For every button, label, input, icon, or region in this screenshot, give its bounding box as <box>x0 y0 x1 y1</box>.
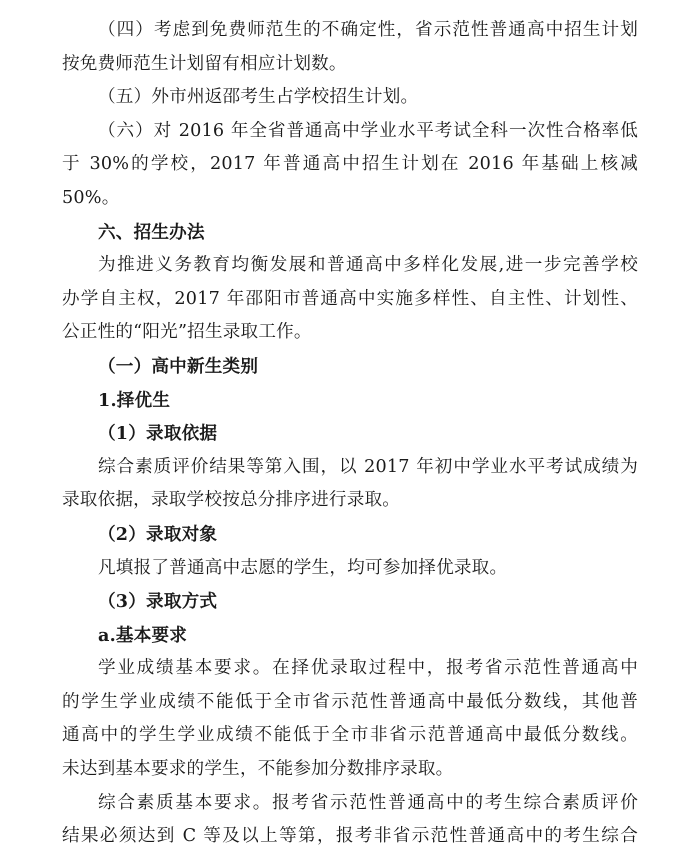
paragraph-line: 综合素质评价结果等第入围，以 2017 年初中学业水平考试成绩为 <box>98 456 638 477</box>
paragraph-line: 录取依据，录取学校按总分排序进行录取。 <box>62 490 401 511</box>
section-heading: （2）录取对象 <box>98 523 218 545</box>
paragraph-line: 结果必须达到 C 等及以上等第，报考非省示范性普通高中的考生综合 <box>62 826 638 847</box>
paragraph-line: （六）对 2016 年全省普通高中学业水平考试全科一次性合格率低 <box>98 120 638 141</box>
document-page <box>62 14 638 854</box>
paragraph-line: 通高中的学生学业成绩不能低于全市非省示范普通高中最低分数线。 <box>62 725 638 746</box>
section-heading: 六、招生办法 <box>98 221 205 243</box>
paragraph-line: （四）考虑到免费师范生的不确定性，省示范性普通高中招生计划 <box>98 20 638 40</box>
paragraph-line: 公正性的“阳光”招生录取工作。 <box>62 322 312 343</box>
paragraph-line: （五）外市州返邵考生占学校招生计划。 <box>98 87 419 108</box>
paragraph-line: 的学生学业成绩不能低于全市省示范性普通高中最低分数线，其他普 <box>62 691 638 712</box>
section-heading: （3）录取方式 <box>98 591 218 613</box>
paragraph-line: 于 30%的学校，2017 年普通高中招生计划在 2016 年基础上核减 50%。 <box>62 154 638 208</box>
paragraph-line: 学业成绩基本要求。在择优录取过程中，报考省示范性普通高中 <box>98 658 638 679</box>
section-heading: 1.择优生 <box>98 389 171 411</box>
paragraph-line: 综合素质基本要求。报考省示范性普通高中的考生综合素质评价 <box>98 792 638 813</box>
paragraph-line: 办学自主权，2017 年邵阳市普通高中实施多样性、自主性、计划性、 <box>62 288 638 309</box>
paragraph-line: 凡填报了普通高中志愿的学生，均可参加择优录取。 <box>98 557 508 578</box>
paragraph-line: 按免费师范生计划留有相应计划数。 <box>62 53 347 74</box>
section-heading: （1）录取依据 <box>98 423 218 445</box>
paragraph-line: 为推进义务教育均衡发展和普通高中多样化发展,进一步完善学校 <box>98 255 638 276</box>
section-heading: a.基本要求 <box>98 624 188 646</box>
paragraph-line: 未达到基本要求的学生，不能参加分数排序录取。 <box>62 759 454 780</box>
section-heading: （一）高中新生类别 <box>98 355 259 377</box>
